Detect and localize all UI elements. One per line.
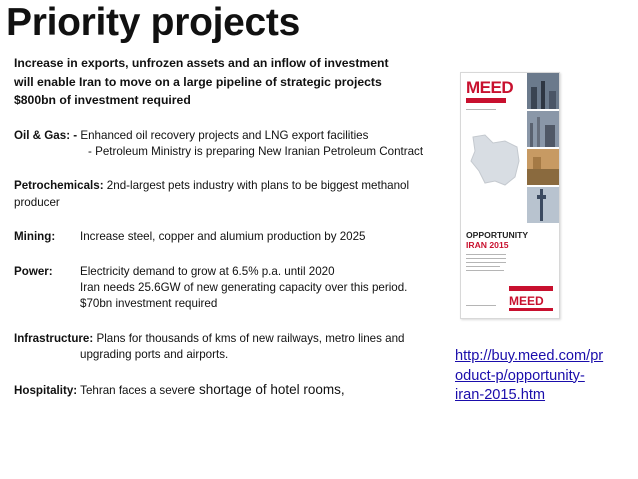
sector-text: $70bn investment required <box>80 297 218 311</box>
sector-label: Mining: <box>14 230 56 244</box>
link-line: oduct-p/opportunity- <box>455 367 585 384</box>
sector-label: Petrochemicals: <box>14 179 104 193</box>
report-year: IRAN 2015 <box>466 240 509 250</box>
link-line: http://buy.meed.com/pr <box>455 348 604 364</box>
sector-text: 2nd-largest pets industry with plans to be biggest methanol <box>103 179 410 193</box>
city-photos <box>527 73 559 223</box>
link-line: iran-2015.htm <box>455 387 546 404</box>
lead-line: will enable Iran to move on a large pipeline of strategic projects <box>14 74 382 89</box>
sector-mining <box>14 229 454 245</box>
sector-text: Plans for thousands of kms of new railways, metro lines and <box>93 331 405 345</box>
sector-power <box>14 264 454 313</box>
meed-logo: MEED <box>466 78 514 97</box>
sector-label: Oil & Gas: - <box>14 128 78 142</box>
sector-label: Power: <box>14 264 53 278</box>
sector-text: - Petroleum Ministry is preparing New Iranian Petroleum Contract <box>88 144 424 158</box>
sector-label: Hospitality: <box>14 383 78 397</box>
sector-label: Infrastructure: <box>14 331 94 345</box>
lead-line: $800bn of investment required <box>14 93 191 107</box>
lead-paragraph <box>14 54 454 110</box>
sector-text: Iran needs 25.6GW of new generating capacity over this period. <box>80 280 408 294</box>
page-title: Priority projects <box>6 1 300 44</box>
sector-text: Tehran faces a sever <box>77 383 188 397</box>
sector-oil-gas <box>14 128 454 161</box>
sector-text: producer <box>14 195 60 209</box>
sector-petrochemicals <box>14 178 454 211</box>
sector-text: Electricity demand to grow at 6.5% p.a. until 2020 <box>80 264 335 278</box>
content-body <box>14 54 454 399</box>
report-cover-image <box>460 72 560 319</box>
report-title: OPPORTUNITY <box>466 230 529 240</box>
meed-logo-footer: MEED <box>509 294 544 308</box>
sector-text: Enhanced oil recovery projects and LNG export facilities <box>77 128 369 142</box>
sector-text: Increase steel, copper and alumium production by 2025 <box>80 230 366 244</box>
sector-hospitality <box>14 382 454 399</box>
sector-infrastructure <box>14 331 454 364</box>
report-link[interactable] <box>455 347 635 406</box>
sector-text: e shortage of hotel rooms, <box>187 381 345 397</box>
lead-line: Increase in exports, unfrozen assets and an inflow of investment <box>14 56 389 70</box>
iran-map-icon <box>465 131 525 191</box>
sector-text: upgrading ports and airports. <box>80 348 229 362</box>
